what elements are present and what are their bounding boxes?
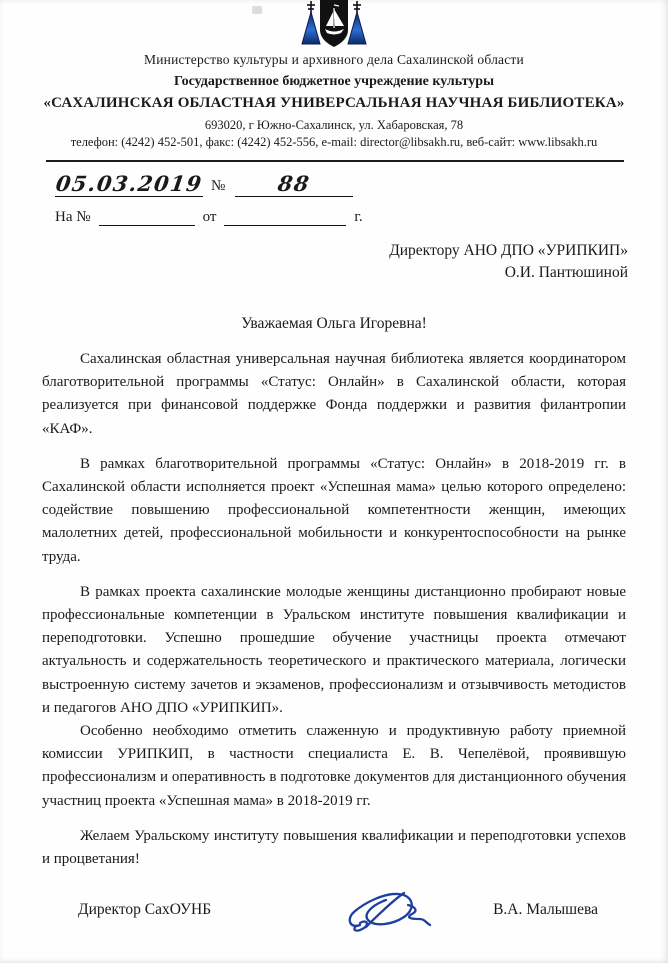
org-name-line: «САХАЛИНСКАЯ ОБЛАСТНАЯ УНИВЕРСАЛЬНАЯ НАУЧНАЯ БИБЛИОТЕКА» [43,95,625,111]
letterhead [0,52,668,150]
address-line: 693020, г Южно-Сахалинск, ул. Хабаровская, 78 [204,118,464,132]
scan-artifact [252,6,262,14]
handwritten-signature-icon [342,885,452,950]
salutation: Уважаемая Ольга Игоревна! [241,315,427,332]
handwritten-number: 88 [276,171,313,196]
reply-from-label: от [202,209,217,225]
recipient-name: О.И. Пантюшиной [504,264,628,281]
reply-date-blank [224,225,346,226]
reply-year-suffix: г. [354,209,363,225]
paragraph-4: Особенно необходимо отметить слаженную и продуктивную работу приемной комиссии УРИПКИП, в частности специалиста Е. В. Чепелёвой, проявившую профессионализм и оперативность в подготовке документов для дистанционного обучения участниц проекта «Успешная мама» в 2018-2019 гг. [42,723,626,809]
ministry-line: Министерство культуры и архивного дела Сахалинской области [144,52,524,67]
number-sign: № [211,178,226,194]
coat-of-arms-emblem-icon [286,0,382,50]
letterhead-divider [46,160,624,162]
incoming-ref-row [55,206,385,226]
recipient-block [389,240,628,284]
outgoing-date-blank [55,171,203,197]
reply-number-blank [99,225,195,226]
handwritten-date: 05.03.2019 [53,171,205,196]
signer-name: В.А. Малышева [493,901,598,918]
paragraph-1: Сахалинская областная универсальная научная библиотека является координатором благотворительной программы «Статус: Онлайн» в Сахалинской области, которая реализуется при финансовой поддержке Фонда поддержки и развития филантропии «КАФ». [42,351,626,437]
outgoing-number-blank [235,171,353,197]
paragraph-2: В рамках благотворительной программы «Статус: Онлайн» в 2018-2019 гг. в Сахалинской области исполняется проект «Успешная мама» целью которого определено: содействие повышению профессиональной компетентности женщин, имеющих малолетних детей, профессиональной мобильности и конкурентоспособности на рынке труда. [42,455,626,565]
reply-prefix: На № [55,209,91,225]
org-type-line: Государственное бюджетное учреждение культуры [173,74,495,89]
reference-block [55,167,385,226]
recipient-title: Директору АНО ДПО «УРИПКИП» [389,242,628,259]
outgoing-ref-row [55,167,385,197]
signer-position: Директор СахОУНБ [78,901,212,918]
contacts-line: телефон: (4242) 452-501, факс: (4242) 452-556, e-mail: director@libsakh.ru, веб-сайт: www.libsakh.ru [70,135,598,149]
paragraph-3: В рамках проекта сахалинские молодые женщины дистанционно пробирают новые профессиональные компетенции в Уральском институте повышения квалификации и переподготовки. Успешно прошедшие обучение участницы проекта отмечают актуальность и содержательность теоретического и практического материала, логически выстроенную систему зачетов и экзаменов, профессионализм и отзывчивость методистов и педагогов АНО ДПО «УРИПКИП». [42,583,626,716]
paragraph-5: Желаем Уральскому институту повышения квалификации и переподготовки успехов и процветания! [42,827,626,868]
letter-body [42,348,626,871]
